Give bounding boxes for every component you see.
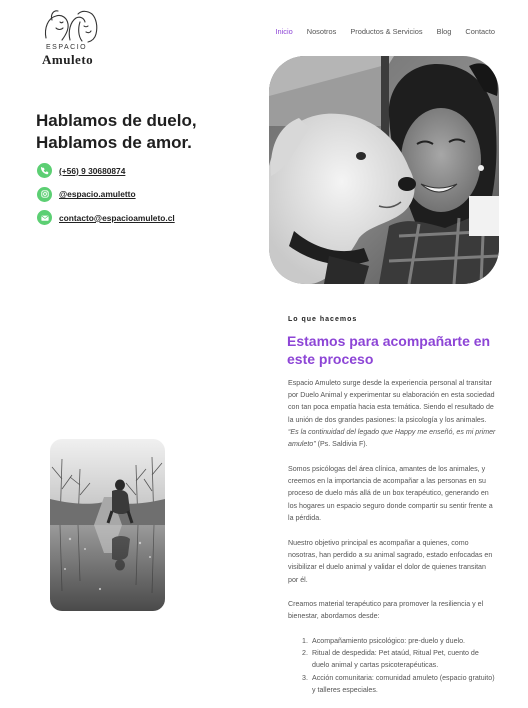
- instagram-icon: [37, 187, 52, 202]
- logo-title: Amuleto: [42, 52, 94, 67]
- about-paragraph-1-start: Espacio Amuleto surge desde la experiencia personal al transitar por Duelo Animal y experimentar su elaboración en esta sociedad con tan poca empatía hacia esta temática. Siendo el resultado de la unión de dos grandes pasiones: la psicología y los animales.: [288, 379, 495, 424]
- about-paragraph-2: Somos psicólogas del área clínica, amantes de los animales, y creemos en la importancia de acompañar a las personas en su proceso de duelo más allá de un box terapéutico, generando en los hogares un espacio seguro donde compartir su sentir frente a la pérdida.: [288, 465, 493, 522]
- logo-subtitle: ESPACIO: [46, 44, 88, 51]
- list-item-text: Ritual de despedida: Pet ataúd, Ritual Pet, cuento de duelo animal y cartas psicoterapéuticas.: [312, 649, 479, 670]
- email-link[interactable]: contacto@espacioamuleto.cl: [59, 212, 175, 223]
- contact-list: [37, 159, 175, 230]
- contact-email[interactable]: [37, 206, 175, 230]
- about-paragraph-1: [288, 377, 496, 450]
- hero-title-line-2: Hablamos de amor.: [36, 133, 192, 152]
- about-paragraph-3: Nuestro objetivo principal es acompañar a quienes, como nosotras, han perdido a su animal sagrado, estado enfocadas en visibilizar el duelo animal y validar el dolor de quienes transitan por él.: [288, 539, 493, 584]
- email-icon: [37, 210, 52, 225]
- nav-item-nosotros[interactable]: Nosotros: [306, 27, 337, 36]
- hero-photo-woman-with-dog: [269, 56, 499, 284]
- site-logo[interactable]: [38, 8, 102, 67]
- list-item-number: 1.: [302, 637, 308, 645]
- about-paragraph-1-quote: “Es la continuidad del legado que Happy me enseñó, es mi primer amuleto”: [288, 427, 496, 449]
- list-item: [302, 672, 498, 696]
- nav-item-productos-servicios[interactable]: Productos & Servicios: [350, 27, 423, 36]
- nav-item-contacto[interactable]: Contacto: [465, 27, 495, 36]
- nav-item-inicio[interactable]: Inicio: [275, 27, 293, 36]
- about-paragraph-4: Creamos material terapéutico para promover la resiliencia y el bienestar, abordamos desde:: [288, 600, 484, 621]
- list-item: [302, 647, 498, 671]
- logo-illustration-icon: [40, 8, 102, 44]
- list-item-number: 3.: [302, 673, 308, 682]
- list-item: [302, 635, 498, 647]
- list-item-number: 2.: [302, 649, 308, 658]
- contact-instagram[interactable]: [37, 183, 175, 207]
- list-item-text: Acompañamiento psicológico: pre-duelo y duelo.: [312, 637, 466, 645]
- main-nav: [275, 27, 495, 36]
- about-paragraph-1-end: (Ps. Saldivia F).: [315, 440, 368, 449]
- section-eyebrow: Lo que hacemos: [288, 316, 358, 323]
- services-list: [302, 635, 498, 696]
- phone-link[interactable]: (+56) 9 30680874: [59, 165, 126, 176]
- list-item-text: Acción comunitaria: comunidad amuleto (espacio gratuito) y talleres especiales.: [312, 673, 495, 694]
- nav-item-blog[interactable]: Blog: [436, 27, 452, 36]
- photo-person-reflection: [50, 439, 165, 611]
- instagram-link[interactable]: @espacio.amuletto: [59, 189, 136, 200]
- contact-phone[interactable]: [37, 159, 175, 183]
- hero-title: [36, 110, 197, 154]
- hero-title-line-1: Hablamos de duelo,: [36, 111, 197, 130]
- section-title: Estamos para acompañarte en este proceso: [287, 333, 491, 367]
- phone-icon: [37, 163, 52, 178]
